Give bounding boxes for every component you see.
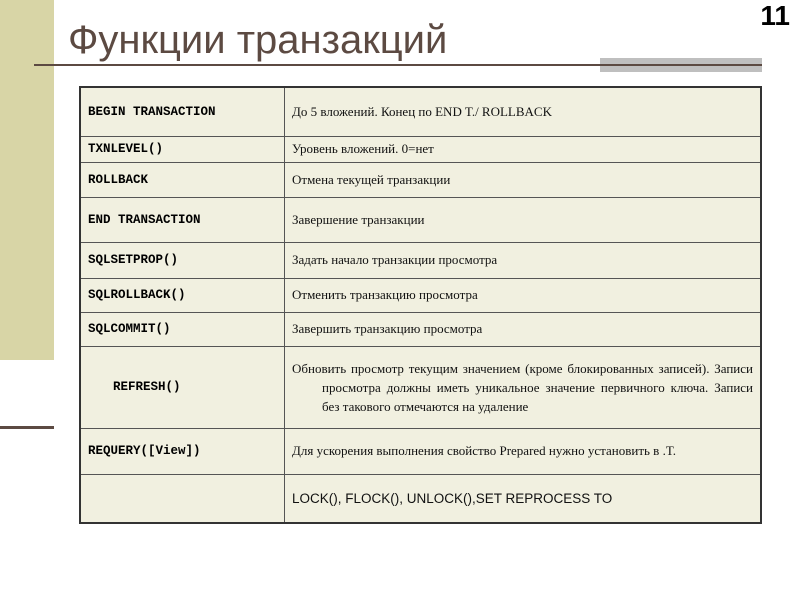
table-row [80,162,761,197]
description-cell: Задать начало транзакции просмотра [285,242,762,278]
command-cell: BEGIN TRANSACTION [80,87,285,136]
table-row [80,242,761,278]
table-row [80,312,761,346]
table-row [80,87,761,136]
description-cell: Завершение транзакции [285,197,762,242]
command-cell [80,474,285,523]
description-cell: Для ускорения выполнения свойство Prepared нужно установить в .T. [285,428,762,474]
command-cell: REQUERY([View]) [80,428,285,474]
command-cell: SQLSETPROP() [80,242,285,278]
command-cell: END TRANSACTION [80,197,285,242]
description-cell: До 5 вложений. Конец по END T./ ROLLBACK [285,87,762,136]
command-cell: TXNLEVEL() [80,136,285,162]
table-row [80,474,761,523]
description-cell: Уровень вложений. 0=нет [285,136,762,162]
slide-number: 11 [760,0,790,31]
table-row [80,197,761,242]
command-cell: REFRESH() [80,346,285,428]
description-cell: Обновить просмотр текущим значением (кроме блокированных записей). Записи просмотра должны иметь уникальное значение первичного ключа. Записи без такового отмечаются на удаление [285,346,762,428]
side-decor-bar [0,0,54,360]
description-cell: Завершить транзакцию просмотра [285,312,762,346]
title-rule [34,64,762,66]
functions-table [79,86,762,524]
command-cell: ROLLBACK [80,162,285,197]
table-row [80,428,761,474]
description-cell: Отменить транзакцию просмотра [285,278,762,312]
slide-title: Функции транзакций [68,18,448,62]
command-cell: SQLCOMMIT() [80,312,285,346]
table-row [80,136,761,162]
description-cell: Отмена текущей транзакции [285,162,762,197]
description-cell: LOCK(), FLOCK(), UNLOCK(),SET REPROCESS TO [285,474,762,523]
command-cell: SQLROLLBACK() [80,278,285,312]
side-decor-line [0,426,54,429]
table-row [80,278,761,312]
table-row [80,346,761,428]
